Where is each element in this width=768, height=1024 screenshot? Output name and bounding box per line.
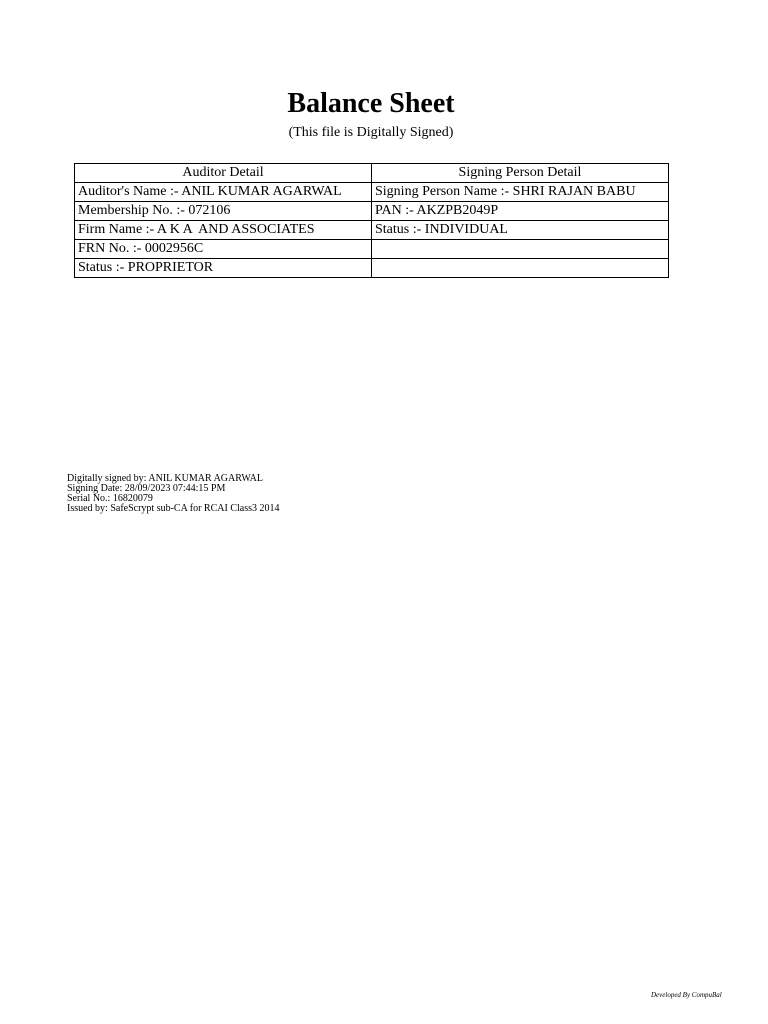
table-row [75, 259, 669, 278]
digital-signature-block [67, 474, 280, 514]
detail-table [74, 163, 669, 278]
auditor-detail-header: Auditor Detail [75, 164, 372, 183]
issued-by-text: Issued by: SafeScrypt sub-CA for RCAI Class3 2014 [67, 503, 280, 514]
signing-person-name-cell: Signing Person Name :- SHRI RAJAN BABU [372, 183, 669, 202]
firm-name-cell: Firm Name :- A K A AND ASSOCIATES [75, 221, 372, 240]
empty-cell [372, 259, 669, 278]
developed-by-footer: Developed By CompuBal [651, 991, 722, 999]
signing-person-detail-header: Signing Person Detail [372, 164, 669, 183]
table-row [75, 202, 669, 221]
page-subtitle: (This file is Digitally Signed) [288, 125, 454, 140]
table-row [75, 221, 669, 240]
serial-no-text: Serial No.: 16820079 [67, 493, 153, 504]
frn-no-cell: FRN No. :- 0002956C [75, 240, 372, 259]
signer-status-cell: Status :- INDIVIDUAL [372, 221, 669, 240]
empty-cell [372, 240, 669, 259]
signing-date-text: Signing Date: 28/09/2023 07:44:15 PM [67, 483, 226, 494]
auditor-name-cell: Auditor's Name :- ANIL KUMAR AGARWAL [75, 183, 372, 202]
table-row [75, 183, 669, 202]
page-title: Balance Sheet [287, 88, 455, 119]
pan-cell: PAN :- AKZPB2049P [372, 202, 669, 221]
signed-by-text: Digitally signed by: ANIL KUMAR AGARWAL [67, 473, 264, 484]
membership-no-cell: Membership No. :- 072106 [75, 202, 372, 221]
table-header-row [75, 164, 669, 183]
table-row [75, 240, 669, 259]
auditor-status-cell: Status :- PROPRIETOR [75, 259, 372, 278]
